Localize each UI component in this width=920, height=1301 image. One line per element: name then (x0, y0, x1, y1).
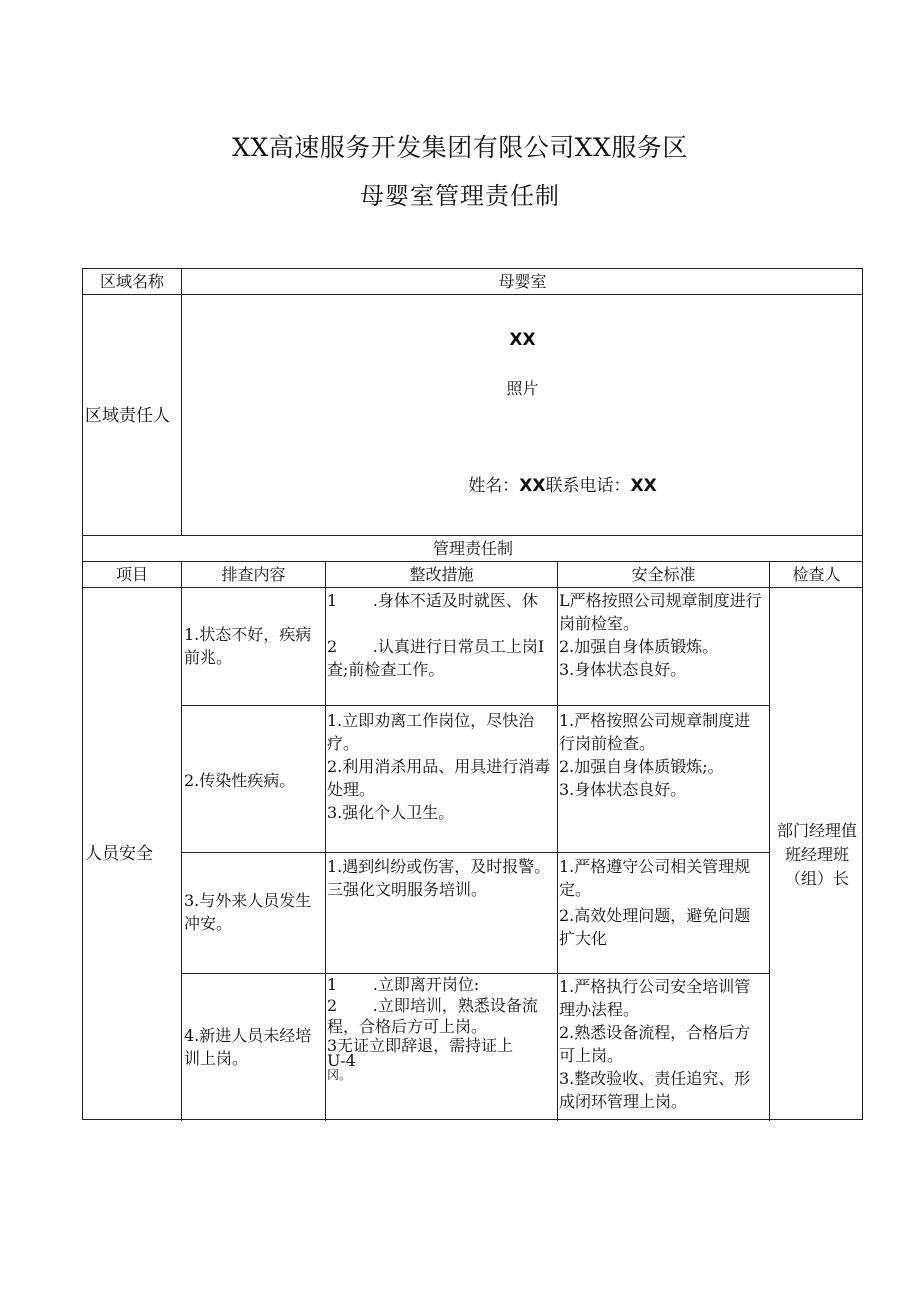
row1-content: 1.状态不好，疾病前兆。 (184, 625, 312, 667)
measure-line: 2.利用消杀用品、用具进行消毒处理。 (327, 757, 551, 799)
contact-line (182, 475, 863, 498)
photo-label: 照片 (506, 379, 539, 398)
standard-line: 2.加强自身体质锻炼;。 (559, 757, 724, 776)
measure-line: 3无证立即辞退，需持证上 (327, 1036, 514, 1055)
document-subtitle: 母婴室管理责任制 (360, 182, 560, 210)
row3-standards (559, 855, 765, 950)
responsibility-table (82, 268, 863, 1120)
area-name-value: 母婴室 (498, 272, 547, 291)
row2-content: 2.传染性疾病。 (184, 771, 296, 790)
measure-line: 1 .立即离开岗位: (327, 975, 480, 994)
area-name-label: 区域名称 (99, 272, 164, 291)
inspector-cell: 部门经理值班经理班（组）长 (776, 821, 857, 888)
standard-line: 3.身体状态良好。 (559, 660, 687, 679)
photo-xx: XX (509, 330, 536, 350)
measure-line: U-4 (327, 1051, 356, 1070)
standard-line: 2.熟悉设备流程，合格后方可上岗。 (559, 1023, 751, 1065)
category-cell: 人员安全 (85, 844, 153, 864)
header-item: 项目 (115, 565, 148, 584)
header-standards: 安全标准 (631, 565, 696, 584)
measure-line: 2 .认真进行日常员工上岗I查;前检查工作。 (327, 637, 545, 679)
header-content: 排查内容 (221, 565, 286, 584)
responsible-label: 区域责任人 (85, 406, 170, 426)
measure-line: 3.强化个人卫生。 (327, 803, 455, 822)
row4-measures (327, 974, 553, 1082)
standard-line: 1.严格执行公司安全培训管理办法程。 (559, 977, 751, 1019)
standard-line: 2.高效处理问题，避免问题扩大化 (559, 906, 751, 948)
header-inspector: 检查人 (792, 565, 841, 584)
section-title: 管理责任制 (432, 539, 513, 558)
standard-line: L严格按照公司规章制度进行岗前检室。 (559, 591, 762, 633)
row4-content: 4.新进人员未经培训上岗。 (184, 1026, 312, 1068)
measure-line: 冈。 (327, 1068, 352, 1082)
standard-line: 3.整改验收、责任追究、形成闭环管理上岗。 (559, 1069, 751, 1111)
row4-standards (559, 975, 765, 1113)
row1-measures (327, 589, 553, 681)
row2-measures (327, 709, 553, 824)
standard-line: 2.加强自身体质锻炼。 (559, 637, 719, 656)
standard-line: 1.严格按照公司规章制度进行岗前检查。 (559, 711, 751, 753)
measure-line: 1 .身体不适及时就医、休 (327, 591, 538, 610)
row1-standards (559, 589, 765, 681)
name-label: 姓名： (468, 476, 520, 496)
phone-label: 联系电话： (545, 476, 631, 496)
standard-line: 1.严格遵守公司相关管理规定。 (559, 857, 751, 899)
measure-line: 1.遇到纠纷或伤害，及时报警。 (327, 857, 551, 876)
phone-value: XX (630, 476, 657, 496)
measure-line: 三强化文明服务培训。 (327, 880, 488, 899)
name-value: XX (519, 476, 546, 496)
row3-measures (327, 855, 553, 901)
row3-content: 3.与外来人员发生冲安。 (184, 891, 312, 933)
row2-standards (559, 709, 765, 801)
measure-line: 1.立即劝离工作岗位，尽快治疗。 (327, 711, 535, 753)
measure-line: 2 .立即培训，熟悉设备流程，合格后方可上岗。 (327, 996, 538, 1036)
document-title: XX高速服务开发集团有限公司XX服务区 (232, 133, 688, 162)
header-measures: 整改措施 (409, 565, 474, 584)
standard-line: 3.身体状态良好。 (559, 780, 687, 799)
